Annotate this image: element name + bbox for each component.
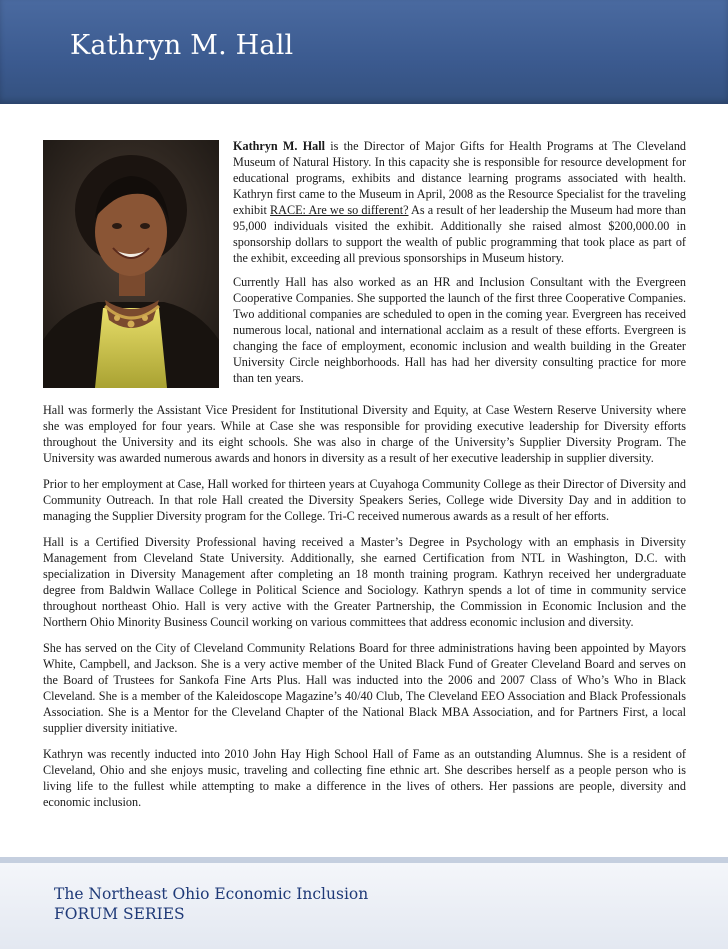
body-paragraph-3: Hall is a Certified Diversity Professional having received a Master’s Degree in Psychology with an emphasis in Diversity Management from Cleveland State University. Additionally, she earned Certification from NTL in Washington, D.C. with specialization in Diversity Management after completing an 18 month training program. Kathryn received her undergraduate degree from Baldwin Wallace College in Political Science and Sociology. Kathryn spends a lot of time in community service throughout northeast Ohio. Hall is very active with the Greater Partnership, the Commission in Economic Inclusion and the Northern Ohio Minority Business Council working on various committees that address economic inclusion and diversity. — [43, 535, 686, 629]
body-paragraph-2: Prior to her employment at Case, Hall worked for thirteen years at Cuyahoga Community College as their Director of Diversity and Community Outreach. In that role Hall created the Diversity Speakers Series, College wide Diversity Day and in addition to managing the Supplier Diversity program for the College. Tri-C received numerous awards as a result of her efforts. — [43, 477, 686, 523]
footer-banner — [0, 857, 728, 949]
intro-text-a: is the Director of Major Gifts for Health Programs at The Cleveland Museum of Natural History. In this capacity she is responsible for resource development for educational programs, exhibits and distance learning programs associated with health. Kathryn first came to the Museum in April, 2008 as the Resource Specialist for the traveling exhibit — [233, 139, 687, 217]
intro-paragraph-2: Currently Hall has also worked as an HR and Inclusion Consultant with the Evergreen Cooperative Companies. She supported the launch of the first three Cooperative Companies. Two additional companies are scheduled to open in the coming year. Evergreen has received numerous local, national and international acclaim as a result of these efforts. Evergreen is changing the face of employment, economic inclusion and wealth building in the Greater University Circle neighborhoods. Hall has had her diversity consulting practice for more than ten years. — [233, 275, 686, 385]
header-banner — [0, 0, 728, 104]
footer-series-subtitle: FORUM SERIES — [54, 905, 185, 923]
portrait-photo — [43, 140, 219, 388]
footer-series-title: The Northeast Ohio Economic Inclusion — [54, 885, 369, 903]
page-title: Kathryn M. Hall — [70, 30, 294, 61]
body-paragraph-5: Kathryn was recently inducted into 2010 John Hay High School Hall of Fame as an outstanding Alumnus. She is a resident of Cleveland, Ohio and she enjoys music, traveling and collecting fine ethnic art. She describes herself as a people person who is living life to the fullest while attempting to make a difference in the lives of others. Her passions are people, diversity and economic inclusion. — [43, 747, 686, 809]
subject-name: Kathryn M. Hall — [233, 139, 326, 153]
biography-body — [43, 402, 686, 820]
exhibit-title: RACE: Are we so different? — [270, 203, 409, 217]
intro-paragraph-1 — [233, 138, 686, 266]
body-paragraph-1: Hall was formerly the Assistant Vice President for Institutional Diversity and Equity, at Case Western Reserve University where she was employed for four years. While at Case she was responsible for providing executive leadership for Diversity efforts throughout the University and its eight schools. She was also in charge of the University’s Supplier Diversity Program. The University was awarded numerous awards and honors in diversity as a result of her executive leadership in supplier diversity. — [43, 403, 686, 465]
intro-text-b: As a result of her leadership the Museum had more than 95,000 individuals visited the exhibit. Additionally she raised almost $200,000.00 in sponsorship dollars to support the wealth of public programming that took place as part of the exhibit, exceeding all previous sponsorships in Museum history. — [233, 203, 686, 265]
body-paragraph-4: She has served on the City of Cleveland Community Relations Board for three administrations having been appointed by Mayors White, Campbell, and Jackson. She is a very active member of the United Black Fund of Greater Cleveland Board and serves on the Board of Trustees for Sankofa Fine Arts Plus. Hall was inducted into the 2006 and 2007 Class of Who’s Who in Black Cleveland. She is a member of the Kaleidoscope Magazine’s 40/40 Club, The Cleveland EEO Association and Black Professionals Association. She is a Mentor for the Cleveland Chapter of the National Black MBA Association, and for Partners First, a local supplier diversity initiative. — [43, 641, 686, 735]
intro-text — [233, 138, 686, 394]
